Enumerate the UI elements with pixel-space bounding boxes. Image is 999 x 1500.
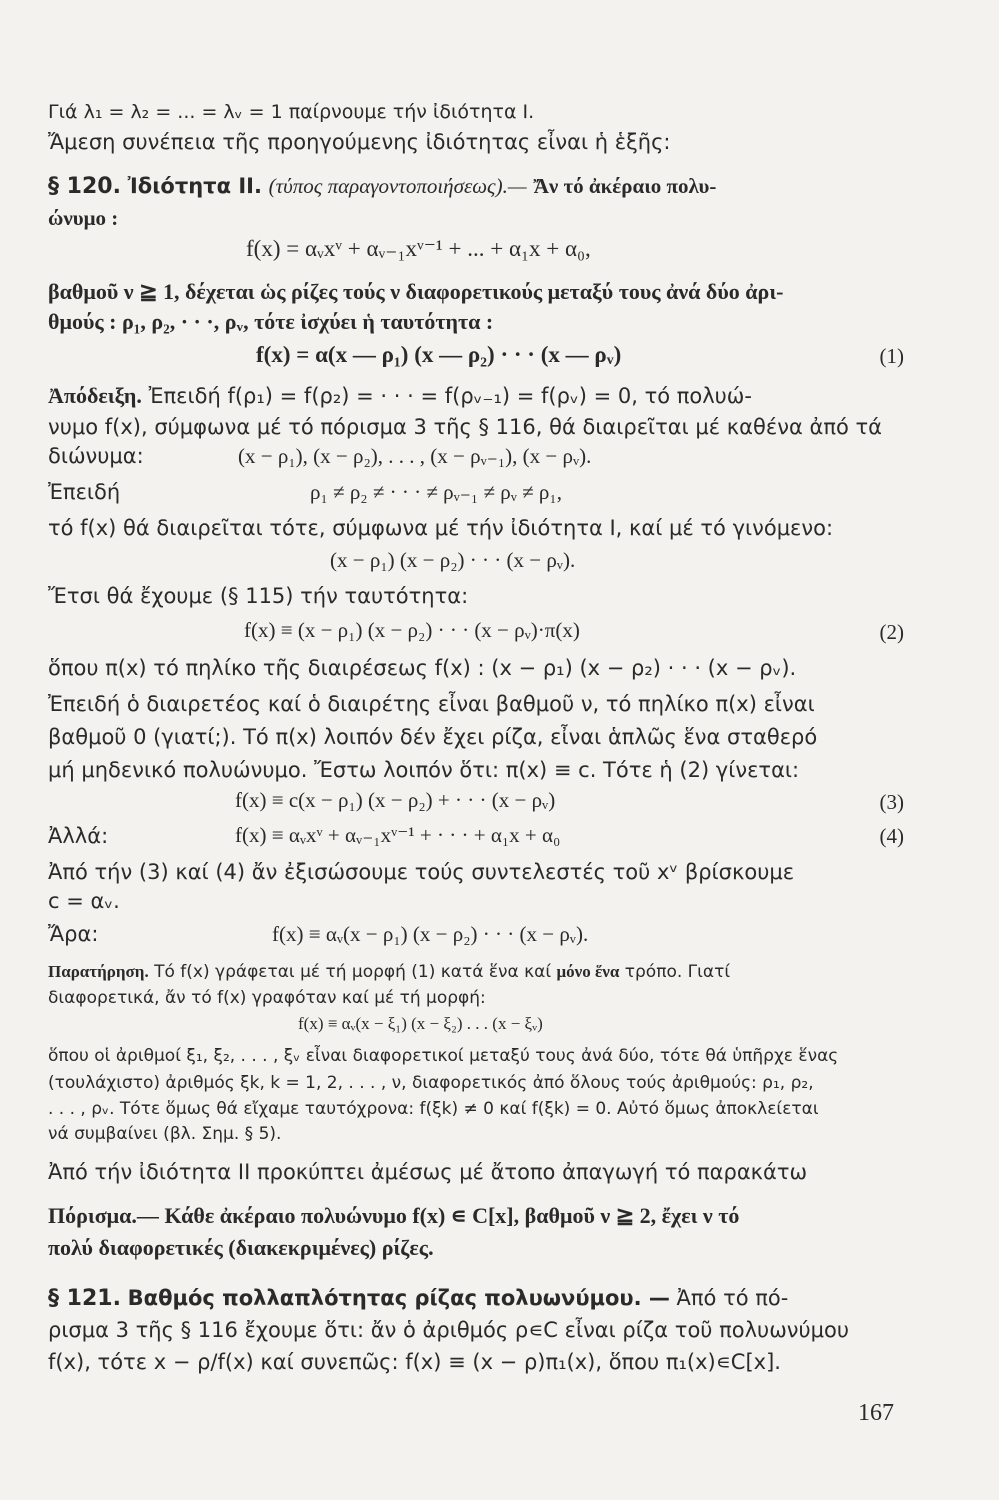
section-text: Ἄν τό ἀκέραιο πολυ- xyxy=(533,174,717,198)
equation-number: (2) xyxy=(879,620,904,644)
equation: f(x) = αᵥxᵛ + αᵥ₋₁xᵛ⁻¹ + ... + α₁x + α₀, xyxy=(246,236,591,261)
section-number: § 121. xyxy=(48,1286,121,1311)
text-line: θμούς : ρ₁, ρ₂, · · ·, ρᵥ, τότε ἰσχύει ἡ ταυτότητα : xyxy=(48,309,494,334)
text-line: βαθμοῦ ν ≧ 1, δέχεται ὡς ρίζες τούς ν διαφορετικούς μεταξύ τους ἀνά δύο ἀρι- xyxy=(48,279,784,304)
section-title: Βαθμός πολλαπλότητας ρίζας πολυωνύμου. — xyxy=(127,1286,670,1310)
text: Κάθε ἀκέραιο πολυώνυμο f(x) ∊ C[x], βαθμοῦ ν ≧ 2, ἔχει ν τό xyxy=(164,1203,740,1228)
text-line: τό f(x) θά διαιρεῖται τότε, σύμφωνα μέ τήν ἰδιότητα Ι, καί μέ τό γινόμενο: xyxy=(48,516,834,540)
equation: f(x) ≡ (x − ρ₁) (x − ρ₂) · · · (x − ρᵥ)·π(x) xyxy=(244,618,580,642)
note-label: Παρατήρηση. xyxy=(48,962,149,981)
text-line: πολύ διαφορετικές (διακεκριμένες) ρίζες. xyxy=(48,1235,434,1260)
text-line: Ἄμεση συνέπεια τῆς προηγούμενης ἰδιότητας εἶναι ἡ ἑξῆς: xyxy=(48,130,671,154)
note-line: . . . , ρᵥ. Τότε ὅμως θά εἴχαμε ταυτόχρονα: f(ξk) ≠ 0 καί f(ξk) = 0. Αὐτό ὅμως ἀποκλείεται xyxy=(48,1099,819,1119)
text-line: Ἐπειδή ὁ διαιρετέος καί ὁ διαιρέτης εἶναι βαθμοῦ ν, τό πηλίκο π(x) εἶναι xyxy=(48,692,815,716)
text: τρόπο. Γιατί xyxy=(624,962,731,982)
note-line: διαφορετικά, ἄν τό f(x) γραφόταν καί μέ τή μορφή: xyxy=(48,988,486,1008)
text-line: Ἀλλά: xyxy=(48,824,109,848)
corollary-label: Πόρισμα.— xyxy=(48,1203,159,1228)
text-line: Ἐπειδή xyxy=(48,480,121,504)
equation-number: (3) xyxy=(879,790,904,814)
text-line: Ἀπό τήν (3) καί (4) ἄν ἐξισώσουμε τούς συντελεστές τοῦ xᵛ βρίσκουμε xyxy=(48,860,795,884)
equation: f(x) = α(x — ρ₁) (x — ρ₂) · · · (x — ρᵥ) xyxy=(256,342,622,367)
section-120-heading xyxy=(48,172,904,201)
text-line: Ἄρα: xyxy=(48,922,99,946)
text-line: Ἔτσι θά ἔχουμε (§ 115) τήν ταυτότητα: xyxy=(48,584,469,608)
note-line: ὅπου οἱ ἀριθμοί ξ₁, ξ₂, . . . , ξᵥ εἶναι διαφορετικοί μεταξύ τους ἀνά δύο, τότε θά ὑπῆρχε ἕνας xyxy=(48,1046,839,1066)
equation: f(x) ≡ αᵥ(x − ξ₁) (x − ξ₂) . . . (x − ξᵥ) xyxy=(298,1014,543,1033)
text: Ἐπειδή f(ρ₁) = f(ρ₂) = · · · = f(ρᵥ₋₁) = f(ρᵥ) = 0, τό πολυώ- xyxy=(148,384,752,408)
section-subtitle: (τύπος παραγοντοποιήσεως).— xyxy=(268,174,527,198)
text-line: Γιά λ₁ = λ₂ = ... = λᵥ = 1 παίρνουμε τήν ἰδιότητα Ι. xyxy=(48,101,535,123)
text-line: μή μηδενικό πολυώνυμο. Ἔστω λοιπόν ὅτι: π(x) ≡ c. Τότε ἡ (2) γίνεται: xyxy=(48,758,800,782)
page-number: 167 xyxy=(858,1400,894,1426)
equation: (x − ρ₁), (x − ρ₂), . . . , (x − ρᵥ₋₁), (x − ρᵥ). xyxy=(238,444,592,468)
text-line: f(x), τότε x − ρ/f(x) καί συνεπῶς: f(x) ≡ (x − ρ)π₁(x), ὅπου π₁(x)∊C[x]. xyxy=(48,1350,781,1374)
equation-number: (1) xyxy=(879,344,904,368)
corollary-line xyxy=(48,1202,904,1230)
text-bold: μόνο ἕνα xyxy=(556,962,620,981)
text-line: Ἀπό τήν ἰδιότητα ΙΙ προκύπτει ἀμέσως μέ ἄτοπο ἀπαγωγή τό παρακάτω xyxy=(48,1160,808,1184)
text-line: ρισμα 3 τῆς § 116 ἔχουμε ὅτι: ἄν ὁ ἀριθμός ρ∊C εἶναι ρίζα τοῦ πολυωνύμου xyxy=(48,1318,850,1342)
text: Ἀπό τό πό- xyxy=(676,1286,789,1310)
note-line xyxy=(48,960,904,984)
text: διώνυμα: xyxy=(48,444,144,468)
text-line: c = αᵥ. xyxy=(48,889,120,913)
equation-number: (4) xyxy=(879,824,904,848)
note-line: (τουλάχιστο) ἀριθμός ξk, k = 1, 2, . . . , ν, διαφορετικός ἀπό ὅλους τούς ἀριθμούς: ρ₁, ρ₂, xyxy=(48,1073,814,1093)
proof-line xyxy=(48,382,904,410)
text-line: ὅπου π(x) τό πηλίκο τῆς διαιρέσεως f(x) : (x − ρ₁) (x − ρ₂) · · · (x − ρᵥ). xyxy=(48,656,797,680)
equation: f(x) ≡ c(x − ρ₁) (x − ρ₂) + · · · (x − ρᵥ) xyxy=(235,788,556,812)
proof-label: Ἀπόδειξη. xyxy=(48,383,142,408)
equation: f(x) ≡ αᵥxᵛ + αᵥ₋₁xᵛ⁻¹ + · · · + α₁x + α₀ xyxy=(235,823,561,847)
equation: f(x) ≡ αᵥ(x − ρ₁) (x − ρ₂) · · · (x − ρᵥ). xyxy=(272,922,589,946)
text-line: βαθμοῦ 0 (γιατί;). Τό π(x) λοιπόν δέν ἔχει ρίζα, εἶναι ἁπλῶς ἕνα σταθερό xyxy=(48,725,818,749)
text: Τό f(x) γράφεται μέ τή μορφή (1) κατά ἕνα καί xyxy=(154,962,552,982)
equation: ρ₁ ≠ ρ₂ ≠ · · · ≠ ρᵥ₋₁ ≠ ρᵥ ≠ ρ₁, xyxy=(310,480,562,504)
note-line: νά συμβαίνει (βλ. Σημ. § 5). xyxy=(48,1124,282,1144)
section-121-heading xyxy=(48,1284,904,1313)
section-title: Ἰδιότητα ΙΙ. xyxy=(127,174,262,198)
equation: (x − ρ₁) (x − ρ₂) · · · (x − ρᵥ). xyxy=(330,548,576,572)
text-line: νυμο f(x), σύμφωνα μέ τό πόρισμα 3 τῆς § 116, θά διαιρεῖται μέ καθένα ἀπό τά xyxy=(48,415,882,439)
section-number: § 120. xyxy=(48,174,121,199)
text-line: ώνυμο : xyxy=(48,206,119,230)
